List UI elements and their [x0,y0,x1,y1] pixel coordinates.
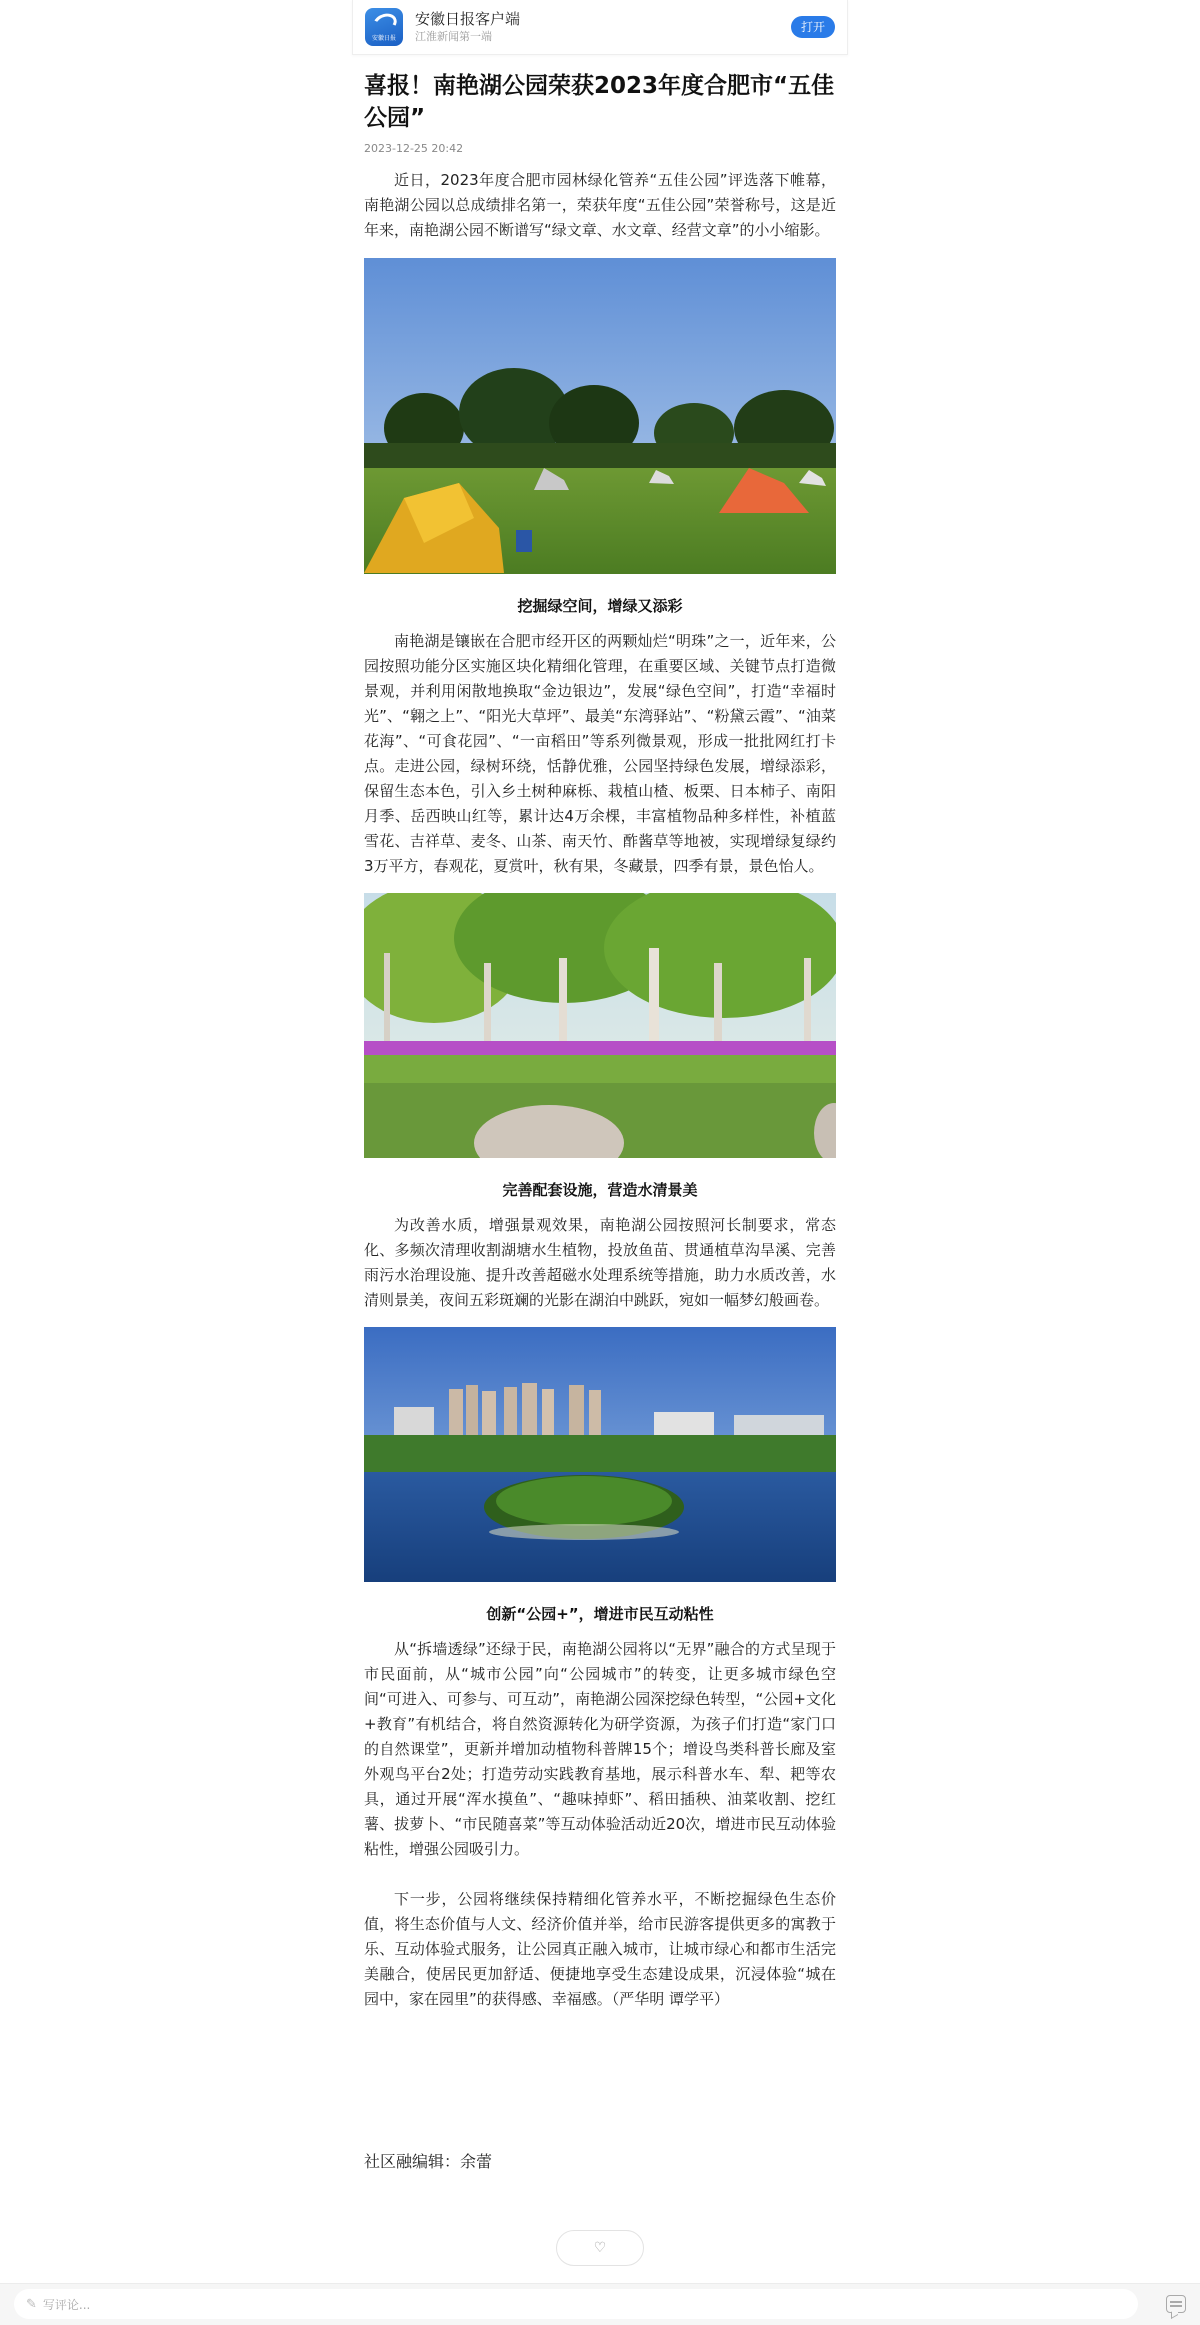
flower-meadow-image [364,893,836,1158]
like-button[interactable] [556,2230,644,2266]
article-date: 2023-12-25 20:42 [364,142,464,155]
app-name: 安徽日报客户端 [415,10,521,28]
app-logo-text: 安徽日报 [371,35,396,42]
section-title-facilities: 完善配套设施，营造水清景美 [502,1181,698,1199]
paragraph-intro: 近日，2023年度合肥市园林绿化管养“五佳公园”评选落下帷幕，南艳湖公园以总成绩排名第一，荣获年度“五佳公园”荣誉称号，这是近年来，南艳湖公园不断谱写“绿文章、水文章、经营文章”的小小缩影。 [364,171,836,239]
paragraph-green-space: 南艳湖是镶嵌在合肥市经开区的两颗灿烂“明珠”之一，近年来，公园按照功能分区实施区块化精细化管理，在重要区域、关键节点打造微景观，并利用闲散地换取“金边银边”，发展“绿色空间”，打造“幸福时光”、“翱之上”、“阳光大草坪”、最美“东湾驿站”、“粉黛云霞”、“油菜花海”、“可食花园”、“一亩稻田”等系列微景观，形成一批批网红打卡点。走进公园，绿树环绕，恬静优雅，公园坚持绿色发展，增绿添彩，保留生态本色，引入乡土树种麻栎、栽植山楂、板栗、日本柿子、南阳月季、岳西映山红等，累计达4万余棵，丰富植物品种多样性，补植蓝雪花、吉祥草、麦冬、山茶、南天竹、酢酱草等地被，实现增绿复绿约3万平方，春观花，夏赏叶，秋有果，冬藏景，四季有景，景色怡人。 [364,632,836,875]
article-title: 喜报！南艳湖公园荣获2023年度合肥市“五佳公园” [364,73,835,131]
comment-icon[interactable] [1166,2295,1186,2313]
comment-placeholder: 写评论... [42,2297,91,2312]
camping-lawn-image [364,258,836,574]
open-app-button[interactable]: 打开 [791,16,835,38]
heart-icon: ♡ [593,2240,607,2256]
photo-lake-island [364,1327,836,1582]
comment-bar [0,2283,1200,2325]
editor-credit: 社区融编辑：余蕾 [364,2152,493,2171]
paragraph-park-plus: 从“拆墙透绿”还绿于民，南艳湖公园将以“无界”融合的方式呈现于市民面前，从“城市公园”向“公园城市”的转变，让更多城市绿色空间“可进入、可参与、可互动”，南艳湖公园深挖绿色转型，“公园+文化+教育”有机结合，将自然资源转化为研学资源，为孩子们打造“家门口的自然课堂”，更新并增加动植物科普牌15个；增设鸟类科普长廊及室外观鸟平台2处；打造劳动实践教育基地，展示科普水车、犁、耙等农具，通过开展“浑水摸鱼”、“趣味掉虾”、稻田插秧、油菜收割、挖红薯、拔萝卜、“市民随喜菜”等互动体验活动近20次，增进市民互动体验粘性，增强公园吸引力。 [364,1640,836,1858]
section-title-green-space: 挖掘绿空间，增绿又添彩 [517,597,683,615]
app-slogan: 江淮新闻第一端 [415,30,492,43]
article [364,70,836,2012]
section-title-park-plus: 创新“公园+”，增进市民互动粘性 [486,1605,714,1623]
photo-flower-meadow [364,893,836,1158]
lake-island-image [364,1327,836,1582]
pencil-icon: ✎ [26,2296,37,2312]
paragraph-facilities: 为改善水质，增强景观效果，南艳湖公园按照河长制要求，常态化、多频次清理收割湖塘水生植物，投放鱼苗、贯通植草沟旱溪、完善雨污水治理设施、提升改善超磁水处理系统等措施，助力水质改善，水清则景美，夜间五彩斑斓的光影在湖泊中跳跃，宛如一幅梦幻般画卷。 [364,1216,836,1309]
app-download-banner [352,0,848,55]
app-logo[interactable] [365,8,403,46]
photo-camping-lawn [364,258,836,574]
app-meta [415,9,791,45]
comment-input[interactable] [14,2289,1138,2319]
paragraph-next-steps: 下一步，公园将继续保持精细化管养水平，不断挖掘绿色生态价值，将生态价值与人文、经济价值并举，给市民游客提供更多的寓教于乐、互动体验式服务，让公园真正融入城市，让城市绿心和都市生活完美融合，使居民更加舒适、便捷地享受生态建设成果，沉浸体验“城在园中，家在园里”的获得感、幸福感。（严华明 谭学平） [364,1890,836,2008]
